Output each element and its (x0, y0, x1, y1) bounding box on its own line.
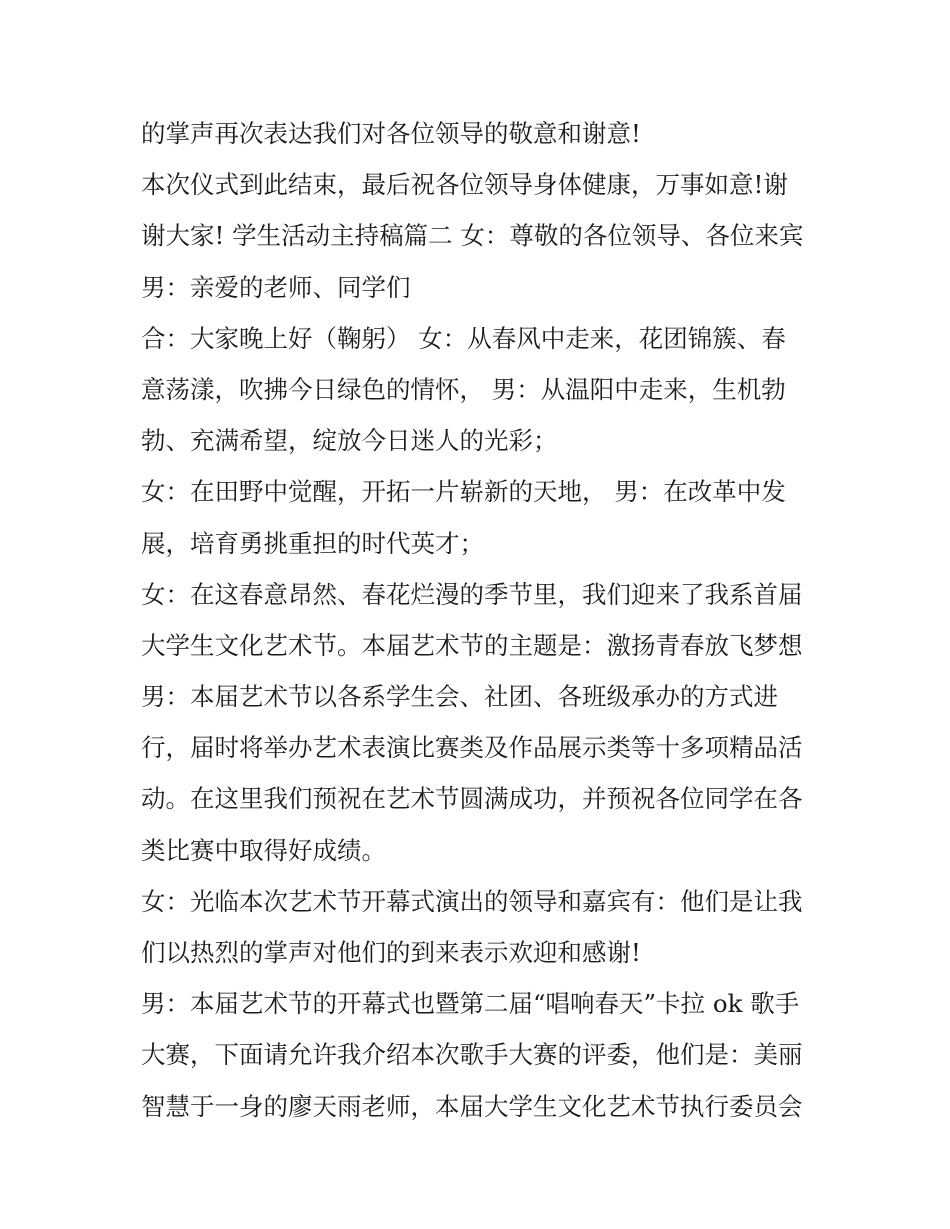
text-line: 行，届时将举办艺术表演比赛类及作品展示类等十多项精品活 (141, 733, 803, 763)
text-line: 大学生文化艺术节。本届艺术节的主题是：激扬青春放飞梦想 (141, 630, 803, 660)
text-line: 本次仪式到此结束，最后祝各位领导身体健康，万事如意!谢 (141, 170, 788, 200)
text-line: 男：亲爱的老师、同学们 (141, 272, 411, 302)
text-line: 的掌声再次表达我们对各位领导的敬意和谢意! (141, 119, 641, 148)
text-line: 类比赛中取得好成绩。 (141, 835, 386, 865)
text-line: 大赛，下面请允许我介绍本次歌手大赛的评委，他们是：美丽 (141, 1040, 803, 1070)
text-line: 们以热烈的掌声对他们的到来表示欢迎和感谢! (141, 938, 641, 967)
text-line: 合：大家晚上好（鞠躬） 女：从春风中走来，花团锦簇、春 (141, 323, 786, 353)
text-line: 动。在这里我们预祝在艺术节圆满成功，并预祝各位同学在各 (141, 784, 803, 814)
text-line: 男：本届艺术节以各系学生会、社团、各班级承办的方式进 (141, 682, 778, 712)
text-line: 勃、充满希望，绽放今日迷人的光彩； (141, 426, 558, 456)
text-line: 男：本届艺术节的开幕式也暨第二届“唱响春天”卡拉 ok 歌手 (141, 989, 800, 1019)
text-line: 女：在田野中觉醒，开拓一片崭新的天地， 男：在改革中发 (141, 477, 786, 507)
text-line: 智慧于一身的廖天雨老师，本届大学生文化艺术节执行委员会 (141, 1091, 803, 1121)
document-body (141, 108, 821, 1132)
text-line: 女：光临本次艺术节开幕式演出的领导和嘉宾有：他们是让我 (141, 886, 803, 916)
text-line: 意荡漾，吹拂今日绿色的情怀， 男：从温阳中走来，生机勃 (141, 374, 786, 404)
text-line: 谢大家! 学生活动主持稿篇二 女：尊敬的各位领导、各位来宾 (141, 221, 804, 251)
text-line: 展，培育勇挑重担的时代英才； (141, 528, 484, 558)
text-line: 女：在这春意昂然、春花烂漫的季节里，我们迎来了我系首届 (141, 579, 803, 609)
